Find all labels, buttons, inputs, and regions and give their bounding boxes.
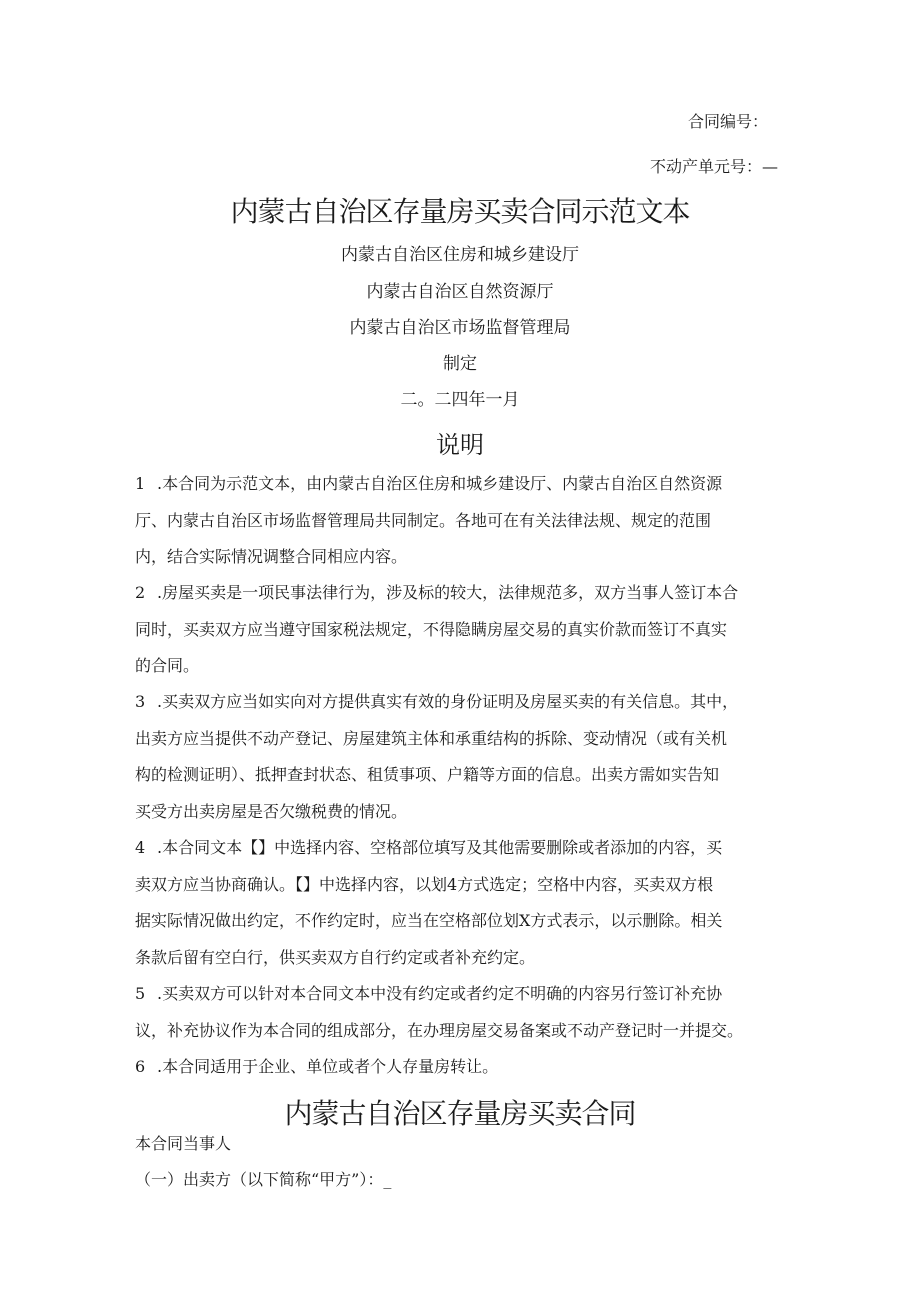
notes-item-line: .房屋买卖是一项民事法律行为，涉及标的较大，法律规范多，双方当事人签订本合 (157, 583, 739, 602)
notes-item-number: 4 (135, 838, 146, 857)
notes-item-line: 卖双方应当协商确认。【】中选择内容，以划4方式选定；空格中内容，买卖双方根 (135, 874, 714, 894)
notes-item-line: .本合同为示范文本，由内蒙古自治区住房和城乡建设厅、内蒙古自治区自然资源 (157, 474, 723, 493)
made-by-label: 制定 (443, 354, 477, 374)
notes-item (135, 466, 795, 576)
contract-number-label: 合同编号： (687, 112, 768, 131)
notes-item-line: 出卖方应当提供不动产登记、房屋建筑主体和承重结构的拆除、变动情况（或有关机 (135, 728, 728, 748)
seller-party-line: （一）出卖方（以下简称“甲方”）：_ (135, 1170, 392, 1189)
notes-item-number: 3 (135, 692, 146, 711)
notes-item-line: 买受方出卖房屋是否欠缴税费的情况。 (135, 801, 408, 821)
cover-title: 内蒙古自治区存量房买卖合同示范文本 (230, 195, 690, 228)
notes-item-line: 厅、内蒙古自治区市场监督管理局共同制定。各地可在有关法律法规、规定的范围 (135, 510, 712, 530)
notes-item-line: 构的检测证明）、抵押查封状态、租赁事项、户籍等方面的信息。出卖方需如实告知 (135, 765, 720, 784)
notes-item (135, 575, 795, 685)
notes-item-number: 6 (135, 1057, 146, 1076)
issuer-natural-resources-department: 内蒙古自治区自然资源厅 (366, 282, 554, 302)
notes-item-line: 内，结合实际情况调整合同相应内容。 (135, 547, 408, 566)
notes-item (135, 976, 795, 1049)
property-unit-number-label: 不动产单元号：— (649, 157, 778, 176)
publication-date: 二。二四年一月 (400, 390, 520, 410)
contract-title: 内蒙古自治区存量房买卖合同 (284, 1097, 636, 1130)
notes-item-line: 的合同。 (135, 656, 200, 675)
notes-item-line: 条款后留有空白行，供买卖双方自行约定或者补充约定。 (135, 947, 536, 967)
notes-item (135, 684, 795, 830)
notes-item-line: .买卖双方可以针对本合同文本中没有约定或者约定不明确的内容另行签订补充协 (157, 984, 723, 1003)
notes-item (135, 1049, 795, 1086)
issuer-market-supervision-bureau: 内蒙古自治区市场监督管理局 (349, 318, 571, 338)
notes-item-line: 据实际情况做出约定，不作约定时，应当在空格部位划X方式表示，以示删除。相关 (135, 911, 723, 930)
notes-item-number: 1 (135, 474, 146, 493)
notes-item-line: 议，补充协议作为本合同的组成部分，在办理房屋交易备案或不动产登记时一并提交。 (135, 1020, 744, 1040)
issuer-housing-department: 内蒙古自治区住房和城乡建设厅 (341, 245, 579, 265)
notes-item-number: 2 (135, 583, 146, 602)
notes-item-line: .本合同适用于企业、单位或者个人存量房转让。 (157, 1057, 499, 1076)
parties-label: 本合同当事人 (135, 1134, 232, 1153)
notes-item-line: .买卖双方应当如实向对方提供真实有效的身份证明及房屋买卖的有关信息。其中， (157, 692, 739, 711)
notes-item (135, 830, 795, 976)
notes-item-line: 同时，买卖双方应当遵守国家税法规定，不得隐瞒房屋交易的真实价款而签订不真实 (135, 619, 728, 639)
notes-heading: 说明 (436, 431, 484, 459)
notes-item-line: .本合同文本【】中选择内容、空格部位填写及其他需要删除或者添加的内容，买 (157, 838, 723, 857)
notes-item-number: 5 (135, 984, 146, 1003)
